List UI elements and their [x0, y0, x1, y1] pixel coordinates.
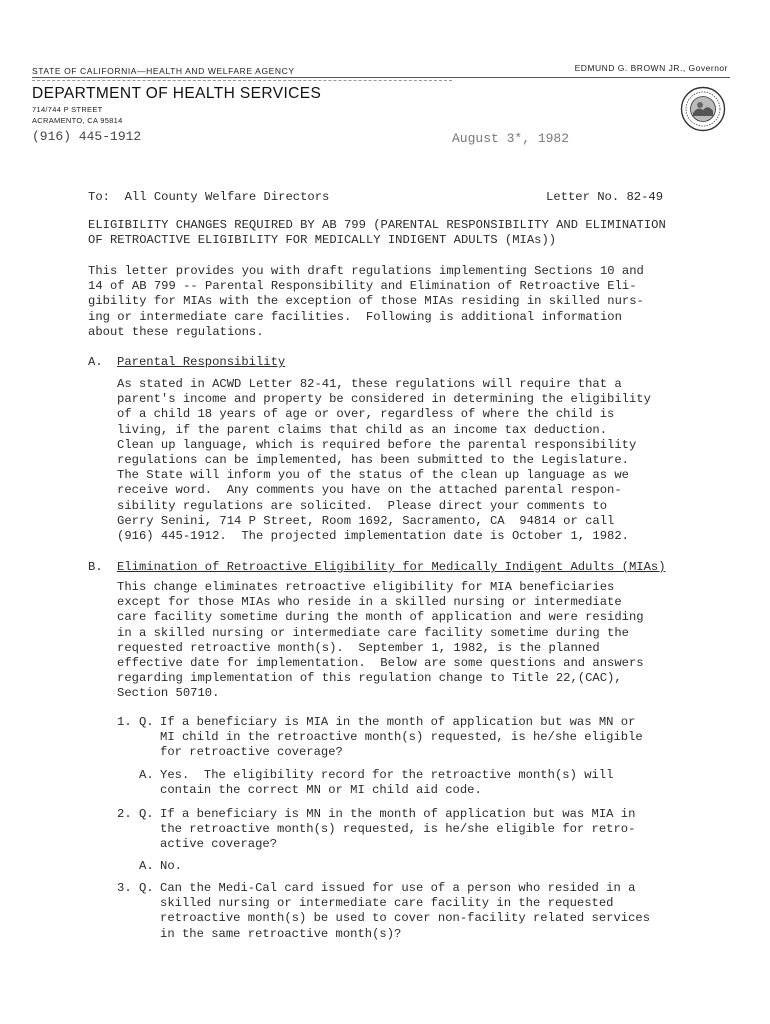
- text-line: If a beneficiary is MIA in the month of application but was MN or: [160, 715, 636, 729]
- question-label: 2. Q.: [117, 807, 154, 821]
- section-b-body: [117, 580, 644, 702]
- text-line: This letter provides you with draft regulations implementing Sections 10 and: [88, 264, 644, 278]
- text-line: regarding implementation of this regulation change to Title 22,(CAC),: [117, 671, 622, 686]
- intro-paragraph: [88, 264, 644, 340]
- text-line: parent's income and property be considered in determining the eligibility: [117, 392, 651, 407]
- subject-line: ELIGIBILITY CHANGES REQUIRED BY AB 799 (PARENTAL RESPONSIBILITY AND ELIMINATION: [88, 218, 666, 232]
- text-line: for retroactive coverage?: [160, 745, 343, 760]
- text-line: ing or intermediate care facilities. Following is additional information: [88, 309, 622, 324]
- text-line: effective date for implementation. Below are some questions and answers: [117, 656, 644, 671]
- letterhead-rule-secondary: [32, 80, 452, 81]
- text-line: about these regulations.: [88, 324, 264, 339]
- state-seal-icon: [680, 86, 726, 132]
- text-line: Can the Medi-Cal card issued for use of a person who resided in a: [160, 881, 636, 895]
- subject-line: OF RETROACTIVE ELIGIBILITY FOR MEDICALLY INDIGENT ADULTS (MIAs)): [88, 233, 557, 247]
- text-line: in a skilled nursing or intermediate care facility sometime during the: [117, 625, 629, 640]
- letter-date: August 3*, 1982: [452, 131, 570, 146]
- text-line: of a child 18 years of age or over, regardless of where the child is: [117, 407, 615, 422]
- department-name: DEPARTMENT OF HEALTH SERVICES: [32, 85, 322, 102]
- text-line: The State will inform you of the status of the clean up language as we: [117, 468, 629, 483]
- text-line: gibility for MIAs with the exception of those MIAs residing in skilled nurs-: [88, 294, 644, 309]
- agency-name: STATE OF CALIFORNIA—HEALTH AND WELFARE AGENCY: [32, 66, 295, 76]
- text-line: care facility sometime during the month of application and were residing: [117, 610, 644, 625]
- letter-number: Letter No. 82-49: [546, 190, 664, 204]
- section-b-letter: B.: [88, 560, 103, 574]
- question-text: [160, 807, 635, 853]
- text-line: MI child in the retroactive month(s) requested, is he/she eligible: [160, 730, 643, 745]
- address-city: ACRAMENTO, CA 95814: [32, 116, 123, 125]
- address-street: 714/744 P STREET: [32, 105, 103, 114]
- text-line: requested retroactive month(s). September 1, 1982, is the planned: [117, 640, 600, 655]
- question-label: 1. Q.: [117, 715, 154, 729]
- text-line: (916) 445-1912. The projected implementation date is October 1, 1982.: [117, 529, 629, 544]
- text-line: regulations can be implemented, has been submitted to the Legislature.: [117, 453, 629, 468]
- text-line: the retroactive month(s) requested, is he/she eligible for retro-: [160, 822, 636, 837]
- answer-text: [160, 768, 613, 798]
- governor-name: EDMUND G. BROWN JR., Governor: [574, 63, 728, 73]
- text-line: Clean up language, which is required before the parental responsibility: [117, 437, 637, 452]
- text-line: As stated in ACWD Letter 82-41, these regulations will require that a: [117, 377, 622, 391]
- text-line: in the same retroactive month(s)?: [160, 926, 402, 941]
- section-a-body: [117, 377, 651, 544]
- section-a-letter: A.: [88, 355, 103, 369]
- addressee-line: To: All County Welfare Directors: [88, 190, 330, 204]
- text-line: retroactive month(s) be used to cover non-facility related services: [160, 911, 651, 926]
- answer-label: A.: [139, 768, 154, 782]
- letterhead-rule: [32, 77, 730, 78]
- section-a-heading: Parental Responsibility: [117, 355, 286, 369]
- text-line: sibility regulations are solicited. Please direct your comments to: [117, 498, 608, 513]
- text-line: contain the correct MN or MI child aid code.: [160, 783, 482, 798]
- phone-number: (916) 445-1912: [32, 129, 142, 144]
- answer-label: A.: [139, 859, 154, 873]
- text-line: active coverage?: [160, 837, 278, 852]
- text-line: Section 50710.: [117, 686, 220, 701]
- text-line: skilled nursing or intermediate care facility in the requested: [160, 896, 614, 911]
- text-line: except for those MIAs who reside in a skilled nursing or intermediate: [117, 595, 622, 610]
- question-text: [160, 715, 643, 761]
- text-line: Gerry Senini, 714 P Street, Room 1692, Sacramento, CA 94814 or call: [117, 513, 615, 528]
- text-line: Yes. The eligibility record for the retroactive month(s) will: [160, 768, 614, 782]
- text-line: receive word. Any comments you have on the attached parental respon-: [117, 483, 622, 498]
- section-b-heading: Elimination of Retroactive Eligibility for Medically Indigent Adults (MIAs): [117, 560, 666, 574]
- text-line: living, if the parent claims that child as an income tax deduction.: [117, 422, 608, 437]
- answer-text: No.: [160, 859, 182, 873]
- question-label: 3. Q.: [117, 881, 154, 895]
- text-line: This change eliminates retroactive eligibility for MIA beneficiaries: [117, 580, 615, 594]
- text-line: If a beneficiary is MN in the month of application but was MIA in: [160, 807, 636, 821]
- question-text: [160, 881, 650, 942]
- text-line: 14 of AB 799 -- Parental Responsibility and Elimination of Retroactive Eli-: [88, 279, 637, 294]
